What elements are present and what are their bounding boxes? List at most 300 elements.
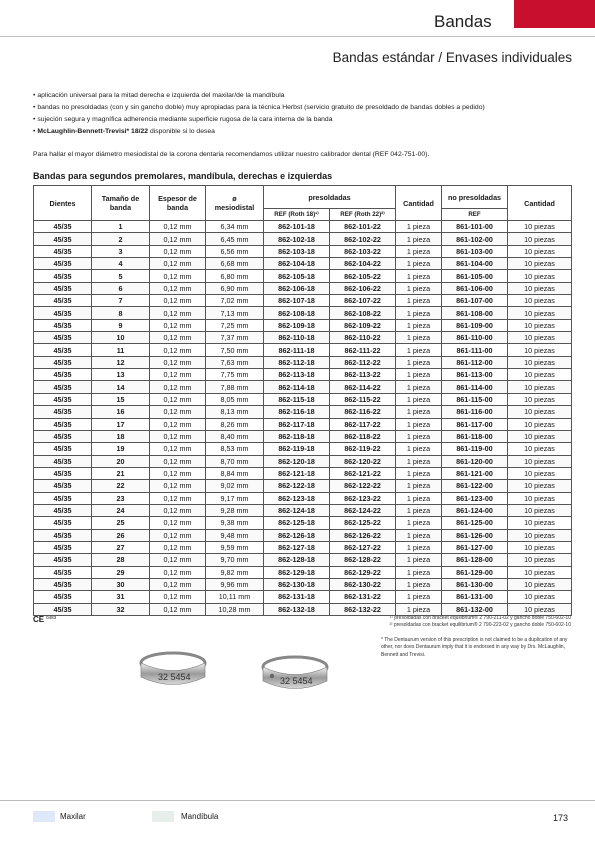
ref-cell: 861-130-00 [442,578,508,590]
table-row [34,233,572,245]
dientes-cell: 45/35 [34,504,92,516]
ref-roth22-cell: 862-104-22 [330,258,396,270]
ref-roth22-cell: 862-126-22 [330,529,396,541]
cantidad-cell: 1 pieza [396,430,442,442]
ref-roth22-cell: 862-106-22 [330,282,396,294]
disclaimer: * The Dentaurum version of this prescription is not claimed to be a duplication of any other, nor does Dentaurum imply that it is endorsed in any way by Drs. McLaughlin, Bennett and Trevisi. [381,637,568,658]
diametro-cell: 9,28 mm [206,504,264,516]
cantidad-2-cell: 10 piezas [508,455,572,467]
diametro-cell: 7,88 mm [206,381,264,393]
ref-cell: 861-127-00 [442,541,508,553]
cantidad-cell: 1 pieza [396,295,442,307]
ref-roth18-cell: 862-112-18 [264,356,330,368]
dientes-cell: 45/35 [34,566,92,578]
dientes-cell: 45/35 [34,578,92,590]
cantidad-cell: 1 pieza [396,258,442,270]
tamano-cell: 15 [92,393,150,405]
tamano-cell: 19 [92,443,150,455]
cantidad-cell: 1 pieza [396,270,442,282]
ref-cell: 861-116-00 [442,406,508,418]
cantidad-cell: 1 pieza [396,578,442,590]
table-row [34,455,572,467]
diametro-cell: 6,56 mm [206,245,264,257]
dientes-cell: 45/35 [34,406,92,418]
diametro-cell: 7,02 mm [206,295,264,307]
ref-roth18-cell: 862-123-18 [264,492,330,504]
cantidad-2-cell: 10 piezas [508,566,572,578]
cantidad-cell: 1 pieza [396,467,442,479]
diametro-cell: 6,80 mm [206,270,264,282]
cantidad-2-cell: 10 piezas [508,603,572,615]
calibrator-note: Para hallar el mayor diámetro mesiodistal de la corona dentaria recomendamos utilizar nuestro calibrador dental (REF 042-751-00). [33,151,430,158]
cantidad-2-cell: 10 piezas [508,356,572,368]
dientes-cell: 45/35 [34,541,92,553]
tamano-cell: 10 [92,332,150,344]
ref-roth18-cell: 862-101-18 [264,221,330,233]
ref-cell: 861-101-00 [442,221,508,233]
tamano-cell: 20 [92,455,150,467]
cantidad-2-cell: 10 piezas [508,467,572,479]
cantidad-cell: 1 pieza [396,455,442,467]
dientes-cell: 45/35 [34,455,92,467]
diametro-cell: 7,75 mm [206,369,264,381]
legend-label-maxilar: Maxilar [60,812,86,821]
band-image [250,652,340,698]
cantidad-2-cell: 10 piezas [508,480,572,492]
ref-cell: 861-110-00 [442,332,508,344]
espesor-cell: 0,12 mm [150,467,206,479]
cantidad-2-cell: 10 piezas [508,504,572,516]
dientes-cell: 45/35 [34,529,92,541]
ref-roth22-cell: 862-102-22 [330,233,396,245]
cantidad-2-cell: 10 piezas [508,233,572,245]
header-divider [0,36,595,37]
dientes-cell: 45/35 [34,381,92,393]
ref-roth22-cell: 862-118-22 [330,430,396,442]
section-title: Bandas [434,12,492,31]
diametro-cell: 6,45 mm [206,233,264,245]
ref-cell: 861-105-00 [442,270,508,282]
diametro-cell: 9,59 mm [206,541,264,553]
ref-roth22-cell: 862-101-22 [330,221,396,233]
cantidad-2-cell: 10 piezas [508,406,572,418]
cantidad-cell: 1 pieza [396,480,442,492]
espesor-cell: 0,12 mm [150,381,206,393]
cantidad-2-cell: 10 piezas [508,393,572,405]
tamano-cell: 13 [92,369,150,381]
ref-roth18-cell: 862-121-18 [264,467,330,479]
cantidad-cell: 1 pieza [396,332,442,344]
tamano-cell: 32 [92,603,150,615]
dientes-cell: 45/35 [34,492,92,504]
dientes-cell: 45/35 [34,591,92,603]
table-row [34,258,572,270]
espesor-cell: 0,12 mm [150,517,206,529]
cantidad-2-cell: 10 piezas [508,369,572,381]
tamano-cell: 1 [92,221,150,233]
ref-roth22-cell: 862-121-22 [330,467,396,479]
ref-cell: 861-126-00 [442,529,508,541]
tamano-cell: 14 [92,381,150,393]
diametro-cell: 6,34 mm [206,221,264,233]
ref-cell: 861-108-00 [442,307,508,319]
band-image [128,648,218,694]
diametro-cell: 8,26 mm [206,418,264,430]
table-row [34,282,572,294]
ref-roth18-cell: 862-118-18 [264,430,330,442]
espesor-cell: 0,12 mm [150,393,206,405]
table-row [34,295,572,307]
ref-roth18-cell: 862-116-18 [264,406,330,418]
ref-cell: 861-117-00 [442,418,508,430]
dientes-cell: 45/35 [34,221,92,233]
dientes-cell: 45/35 [34,332,92,344]
ref-cell: 861-122-00 [442,480,508,492]
table-row [34,418,572,430]
ref-cell: 861-125-00 [442,517,508,529]
table-row [34,480,572,492]
diametro-cell: 7,37 mm [206,332,264,344]
diametro-cell: 10,28 mm [206,603,264,615]
table-row [34,369,572,381]
ref-cell: 861-113-00 [442,369,508,381]
ref-roth18-cell: 862-130-18 [264,578,330,590]
espesor-cell: 0,12 mm [150,443,206,455]
tamano-cell: 24 [92,504,150,516]
espesor-cell: 0,12 mm [150,221,206,233]
ref-roth22-cell: 862-120-22 [330,455,396,467]
cantidad-2-cell: 10 piezas [508,418,572,430]
table-row [34,467,572,479]
footnote-1: ¹⁾ presoldadas con bracket equilibrium® 2 790-211-02 y gancho doble 750-602-10 [389,615,571,621]
section-accent-tab [514,0,595,28]
cantidad-2-cell: 10 piezas [508,332,572,344]
cantidad-2-cell: 10 piezas [508,529,572,541]
footer-divider [0,800,595,801]
dientes-cell: 45/35 [34,467,92,479]
cantidad-2-cell: 10 piezas [508,381,572,393]
col-ref-roth22: REF (Roth 22)²⁾ [330,209,396,221]
tamano-cell: 25 [92,517,150,529]
table-row [34,381,572,393]
cantidad-cell: 1 pieza [396,307,442,319]
tamano-cell: 7 [92,295,150,307]
diametro-cell: 9,70 mm [206,554,264,566]
espesor-cell: 0,12 mm [150,480,206,492]
diametro-cell: 9,02 mm [206,480,264,492]
ref-roth18-cell: 862-125-18 [264,517,330,529]
ref-roth18-cell: 862-129-18 [264,566,330,578]
table-row [34,504,572,516]
cantidad-2-cell: 10 piezas [508,591,572,603]
col-ref-roth18: REF (Roth 18)¹⁾ [264,209,330,221]
table-row [34,221,572,233]
tamano-cell: 3 [92,245,150,257]
bands-table [33,185,572,616]
ref-roth18-cell: 862-132-18 [264,603,330,615]
ref-cell: 861-131-00 [442,591,508,603]
table-row [34,393,572,405]
feature-item: • aplicación universal para la mitad derecha e izquierda del maxilar/de la mandíbula [33,90,485,102]
footnotes [390,615,571,630]
ref-roth18-cell: 862-108-18 [264,307,330,319]
ref-roth18-cell: 862-106-18 [264,282,330,294]
ref-cell: 861-112-00 [442,356,508,368]
ref-roth18-cell: 862-120-18 [264,455,330,467]
col-ref: REF [442,209,508,221]
diametro-cell: 7,50 mm [206,344,264,356]
cantidad-cell: 1 pieza [396,381,442,393]
table-row [34,270,572,282]
espesor-cell: 0,12 mm [150,603,206,615]
col-no-presoldadas: no presoldadas [442,186,508,209]
cantidad-2-cell: 10 piezas [508,344,572,356]
cantidad-2-cell: 10 piezas [508,430,572,442]
diametro-cell: 9,38 mm [206,517,264,529]
ref-roth18-cell: 862-119-18 [264,443,330,455]
dientes-cell: 45/35 [34,307,92,319]
ref-roth22-cell: 862-107-22 [330,295,396,307]
ref-roth22-cell: 862-123-22 [330,492,396,504]
dientes-cell: 45/35 [34,443,92,455]
tamano-cell: 30 [92,578,150,590]
ref-cell: 861-104-00 [442,258,508,270]
diametro-cell: 9,96 mm [206,578,264,590]
ref-roth22-cell: 862-110-22 [330,332,396,344]
ref-roth22-cell: 862-124-22 [330,504,396,516]
ref-roth22-cell: 862-116-22 [330,406,396,418]
cantidad-cell: 1 pieza [396,554,442,566]
ref-roth18-cell: 862-109-18 [264,319,330,331]
cantidad-cell: 1 pieza [396,369,442,381]
tamano-cell: 17 [92,418,150,430]
dientes-cell: 45/35 [34,295,92,307]
cantidad-cell: 1 pieza [396,406,442,418]
cantidad-cell: 1 pieza [396,492,442,504]
dientes-cell: 45/35 [34,344,92,356]
legend-swatch-maxilar [33,811,55,822]
cantidad-cell: 1 pieza [396,344,442,356]
ref-roth18-cell: 862-117-18 [264,418,330,430]
ref-roth22-cell: 862-125-22 [330,517,396,529]
dientes-cell: 45/35 [34,356,92,368]
table-row [34,517,572,529]
col-presoldadas: presoldadas [264,186,396,209]
cantidad-cell: 1 pieza [396,504,442,516]
espesor-cell: 0,12 mm [150,344,206,356]
tamano-cell: 9 [92,319,150,331]
ref-cell: 861-123-00 [442,492,508,504]
diametro-cell: 8,84 mm [206,467,264,479]
dientes-cell: 45/35 [34,282,92,294]
table-row [34,578,572,590]
ref-roth22-cell: 862-105-22 [330,270,396,282]
diametro-cell: 7,25 mm [206,319,264,331]
cantidad-2-cell: 10 piezas [508,282,572,294]
diametro-cell: 8,70 mm [206,455,264,467]
espesor-cell: 0,12 mm [150,369,206,381]
ref-cell: 861-124-00 [442,504,508,516]
col-diametro: ø mesiodistal [206,186,264,221]
ref-roth22-cell: 862-117-22 [330,418,396,430]
table-row [34,406,572,418]
ce-mark: CE $^{0483}$ [33,615,57,624]
ref-roth18-cell: 862-131-18 [264,591,330,603]
table-row [34,332,572,344]
ref-roth22-cell: 862-111-22 [330,344,396,356]
cantidad-2-cell: 10 piezas [508,517,572,529]
table-row [34,443,572,455]
ref-roth18-cell: 862-122-18 [264,480,330,492]
tamano-cell: 31 [92,591,150,603]
col-cantidad-2: Cantidad [508,186,572,221]
cantidad-cell: 1 pieza [396,443,442,455]
ref-roth18-cell: 862-105-18 [264,270,330,282]
table-row [34,554,572,566]
espesor-cell: 0,12 mm [150,430,206,442]
espesor-cell: 0,12 mm [150,270,206,282]
cantidad-cell: 1 pieza [396,282,442,294]
dientes-cell: 45/35 [34,393,92,405]
espesor-cell: 0,12 mm [150,258,206,270]
table-row [34,492,572,504]
page-subtitle: Bandas estándar / Envases individuales [332,50,572,65]
cantidad-cell: 1 pieza [396,221,442,233]
cantidad-2-cell: 10 piezas [508,221,572,233]
cantidad-cell: 1 pieza [396,529,442,541]
tamano-cell: 12 [92,356,150,368]
ref-cell: 861-121-00 [442,467,508,479]
dientes-cell: 45/35 [34,430,92,442]
dientes-cell: 45/35 [34,517,92,529]
diametro-cell: 10,11 mm [206,591,264,603]
espesor-cell: 0,12 mm [150,591,206,603]
cantidad-2-cell: 10 piezas [508,541,572,553]
table-row [34,603,572,615]
espesor-cell: 0,12 mm [150,295,206,307]
hook-dot-icon [270,674,274,678]
ref-roth22-cell: 862-109-22 [330,319,396,331]
diametro-cell: 8,13 mm [206,406,264,418]
feature-list [33,90,485,138]
feature-item: • McLaughlin-Bennett-Trevisi* 18/22 disponible si lo desea [33,126,485,138]
footnote-2: ²⁾ presoldadas con bracket equilibrium® 2 790-223-02 y gancho doble 750-602-10 [389,622,571,629]
diametro-cell: 9,48 mm [206,529,264,541]
table-row [34,591,572,603]
tamano-cell: 16 [92,406,150,418]
col-cantidad: Cantidad [396,186,442,221]
ref-roth22-cell: 862-119-22 [330,443,396,455]
ref-roth18-cell: 862-111-18 [264,344,330,356]
cantidad-cell: 1 pieza [396,393,442,405]
diametro-cell: 7,63 mm [206,356,264,368]
cantidad-cell: 1 pieza [396,319,442,331]
espesor-cell: 0,12 mm [150,554,206,566]
ref-roth18-cell: 862-126-18 [264,529,330,541]
diametro-cell: 6,90 mm [206,282,264,294]
ref-cell: 861-129-00 [442,566,508,578]
tamano-cell: 4 [92,258,150,270]
tamano-cell: 26 [92,529,150,541]
table-body [34,221,572,616]
col-dientes: Dientes [34,186,92,221]
tamano-cell: 29 [92,566,150,578]
dientes-cell: 45/35 [34,418,92,430]
feature-item: • bandas no presoldadas (con y sin gancho doble) muy apropiadas para la técnica Herbst (servicio gratuito de presoldado de bandas dobles a pedido) [33,102,485,114]
espesor-cell: 0,12 mm [150,319,206,331]
table-row [34,319,572,331]
tamano-cell: 2 [92,233,150,245]
ref-roth22-cell: 862-103-22 [330,245,396,257]
ref-roth18-cell: 862-128-18 [264,554,330,566]
ref-cell: 861-118-00 [442,430,508,442]
espesor-cell: 0,12 mm [150,282,206,294]
ref-cell: 861-103-00 [442,245,508,257]
ref-cell: 861-111-00 [442,344,508,356]
ref-roth18-cell: 862-107-18 [264,295,330,307]
diametro-cell: 9,17 mm [206,492,264,504]
espesor-cell: 0,12 mm [150,492,206,504]
ref-roth18-cell: 862-104-18 [264,258,330,270]
ref-cell: 861-132-00 [442,603,508,615]
ref-roth18-cell: 862-103-18 [264,245,330,257]
ref-roth22-cell: 862-128-22 [330,554,396,566]
ref-roth18-cell: 862-124-18 [264,504,330,516]
espesor-cell: 0,12 mm [150,307,206,319]
legend-swatch-mandibula [152,811,174,822]
espesor-cell: 0,12 mm [150,406,206,418]
ref-roth22-cell: 862-132-22 [330,603,396,615]
diametro-cell: 8,40 mm [206,430,264,442]
dientes-cell: 45/35 [34,480,92,492]
espesor-cell: 0,12 mm [150,356,206,368]
table-row [34,307,572,319]
table-row [34,356,572,368]
dientes-cell: 45/35 [34,270,92,282]
cantidad-2-cell: 10 piezas [508,319,572,331]
ref-cell: 861-119-00 [442,443,508,455]
espesor-cell: 0,12 mm [150,566,206,578]
espesor-cell: 0,12 mm [150,418,206,430]
ref-roth22-cell: 862-115-22 [330,393,396,405]
ref-roth18-cell: 862-113-18 [264,369,330,381]
ref-roth22-cell: 862-114-22 [330,381,396,393]
tamano-cell: 22 [92,480,150,492]
cantidad-2-cell: 10 piezas [508,578,572,590]
cantidad-cell: 1 pieza [396,245,442,257]
cantidad-2-cell: 10 piezas [508,270,572,282]
espesor-cell: 0,12 mm [150,504,206,516]
table-row [34,541,572,553]
feature-item: • sujeción segura y magnífica adherencia mediante superficie rugosa de la cara interna de la banda [33,114,485,126]
table-row [34,529,572,541]
dientes-cell: 45/35 [34,233,92,245]
col-tamano: Tamaño de banda [92,186,150,221]
ref-roth18-cell: 862-115-18 [264,393,330,405]
ref-cell: 861-106-00 [442,282,508,294]
ref-roth22-cell: 862-130-22 [330,578,396,590]
espesor-cell: 0,12 mm [150,233,206,245]
diametro-cell: 6,68 mm [206,258,264,270]
ref-cell: 861-107-00 [442,295,508,307]
cantidad-2-cell: 10 piezas [508,295,572,307]
ref-cell: 861-128-00 [442,554,508,566]
cantidad-2-cell: 10 piezas [508,492,572,504]
ref-cell: 861-102-00 [442,233,508,245]
ref-roth22-cell: 862-122-22 [330,480,396,492]
tamano-cell: 11 [92,344,150,356]
tamano-cell: 27 [92,541,150,553]
